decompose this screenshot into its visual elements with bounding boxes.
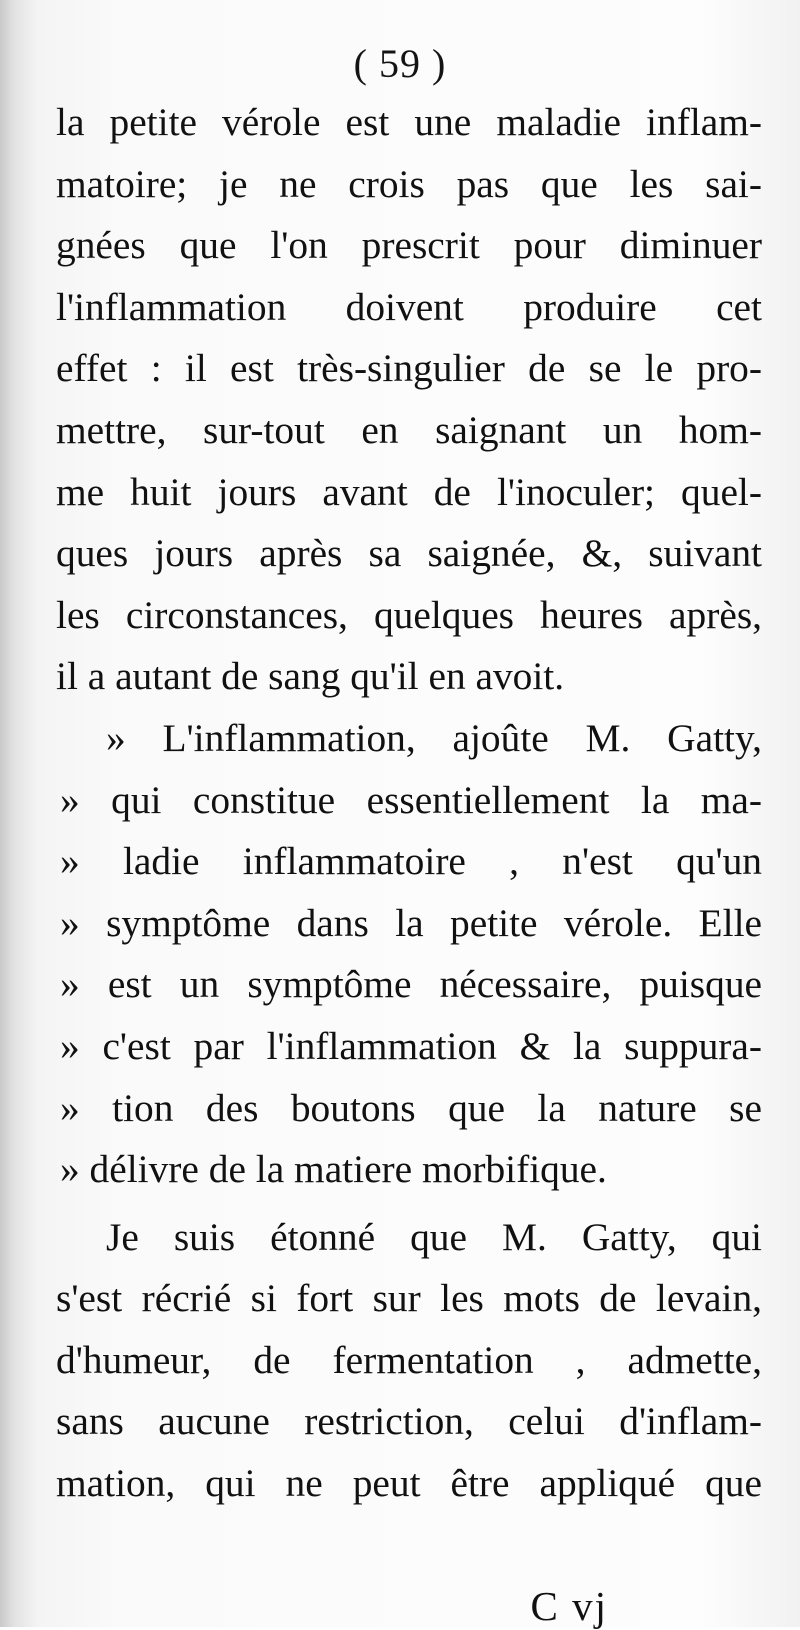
- text-line: mettre, sur-tout en saignant un hom-: [56, 407, 762, 452]
- text-line: ques jours après sa saignée, &, suivant: [56, 531, 762, 576]
- quote-line: » L'inflammation, ajoûte M. Gatty,: [106, 715, 762, 760]
- quote-line: » délivre de la matiere morbifique.: [60, 1147, 607, 1192]
- text-line: il a autant de sang qu'il en avoit.: [56, 654, 565, 699]
- text-line: Je suis étonné que M. Gatty, qui: [106, 1214, 762, 1259]
- body-text: [56, 92, 762, 1515]
- text-line: la petite vérole est une maladie inflam-: [56, 100, 762, 144]
- page-number: ( 59 ): [353, 41, 447, 86]
- quote-line: » tion des boutons que la nature se: [60, 1085, 762, 1130]
- text-line: effet : il est très-singulier de se le pro-: [56, 346, 762, 391]
- text-line: d'humeur, de fermentation , admette,: [56, 1337, 762, 1382]
- quote-line: » c'est par l'inflammation & la suppura-: [60, 1023, 762, 1068]
- text-line: matoire; je ne crois pas que les sai-: [56, 161, 762, 206]
- text-line: s'est récrié si fort sur les mots de levain,: [56, 1276, 762, 1321]
- quote-line: » est un symptôme nécessaire, puisque: [60, 962, 762, 1007]
- quote-line: » qui constitue essentiellement la ma-: [60, 777, 762, 822]
- text-line: les circonstances, quelques heures après,: [56, 592, 762, 637]
- quote-line: » symptôme dans la petite vérole. Elle: [60, 900, 762, 945]
- quote-line: » ladie inflammatoire , n'est qu'un: [60, 839, 762, 884]
- signature-mark: C vj: [530, 1583, 608, 1629]
- text-line: gnées que l'on prescrit pour diminuer: [56, 223, 762, 268]
- text-line: me huit jours avant de l'inoculer; quel-: [56, 469, 762, 514]
- text-line: l'inflammation doivent produire cet: [56, 284, 762, 329]
- text-line: mation, qui ne peut être appliqué que: [56, 1461, 762, 1506]
- text-line: sans aucune restriction, celui d'inflam-: [56, 1399, 762, 1444]
